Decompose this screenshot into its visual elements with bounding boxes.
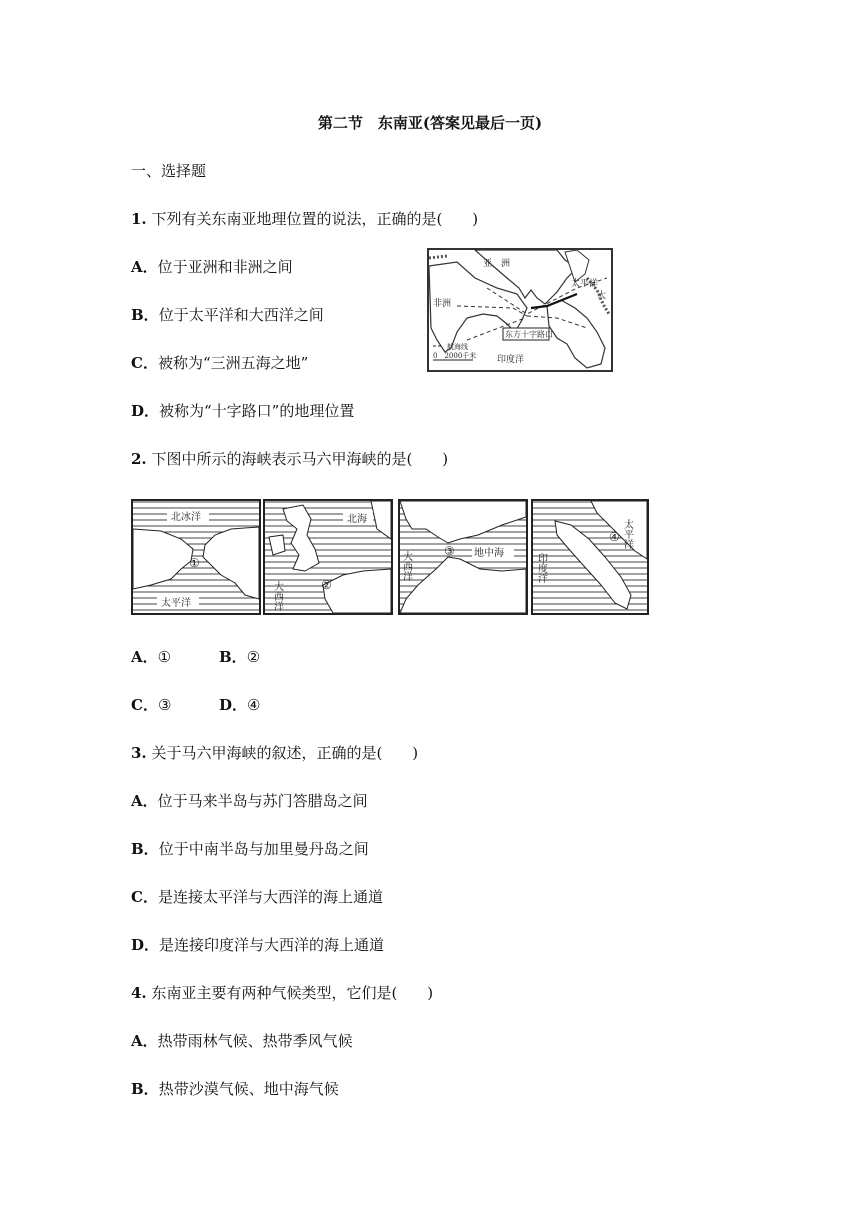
strait3-label-atlantic: 大西洋 [400, 551, 412, 581]
option-key: B． [219, 648, 247, 666]
q2-option-d[interactable] [219, 695, 260, 715]
q1-option-c[interactable] [131, 353, 308, 373]
strait-map-2 [263, 499, 393, 615]
option-text: 位于马来半岛与苏门答腊岛之间 [157, 792, 368, 810]
q4-option-b[interactable] [131, 1079, 339, 1099]
question-1-stem [131, 209, 478, 229]
option-key: A． [131, 648, 158, 666]
map-label-crossroads: 东方十字路口 [505, 330, 553, 339]
option-text: 位于亚洲和非洲之间 [157, 258, 293, 276]
map-label-africa: 非洲 [433, 299, 452, 309]
option-key: B． [131, 1080, 159, 1098]
strait2-label-north-sea: 北海 [347, 514, 367, 525]
strait1-label-arctic: 北冰洋 [171, 512, 201, 523]
question-2-stem [131, 449, 448, 469]
question-text: 关于马六甲海峡的叙述，正确的是( ) [151, 744, 419, 762]
q1-option-a[interactable] [131, 257, 293, 277]
option-key: A． [131, 258, 158, 276]
strait4-label-pacific: 太平洋 [621, 519, 633, 549]
map-legend-route: 航海线 [447, 343, 468, 351]
q3-option-b[interactable] [131, 839, 369, 859]
option-text: ④ [247, 696, 261, 714]
strait4-marker: ④ [609, 530, 620, 544]
question-number: 3. [131, 744, 147, 762]
option-key: D． [131, 936, 160, 954]
option-text: 被称为“十字路口”的地理位置 [159, 402, 355, 420]
map-label-pacific: 太平洋 [571, 279, 599, 289]
option-text: ① [157, 648, 172, 666]
q2-option-b[interactable] [219, 647, 260, 667]
option-text: 是连接印度洋与大西洋的海上通道 [159, 936, 385, 954]
question-text: 东南亚主要有两种气候类型，它们是( ) [151, 984, 434, 1002]
strait1-marker: ① [189, 556, 200, 570]
option-text: 位于太平洋和大西洋之间 [158, 306, 324, 324]
question-4-stem [131, 983, 433, 1003]
option-key: C． [131, 696, 158, 714]
option-text: 热带沙漠气候、地中海气候 [158, 1080, 339, 1098]
map-scale: 0 2000千米 [433, 352, 477, 360]
question-3-stem [131, 743, 418, 763]
strait-map-1 [131, 499, 261, 615]
strait-map-3 [398, 499, 528, 615]
strait-map-4 [531, 499, 649, 615]
q1-option-b[interactable] [131, 305, 324, 325]
option-text: 被称为“三洲五海之地” [157, 354, 309, 372]
strait1-label-pacific: 太平洋 [161, 598, 191, 609]
option-key: C． [131, 888, 158, 906]
q1-option-d[interactable] [131, 401, 354, 421]
q4-option-a[interactable] [131, 1031, 353, 1051]
q2-option-a[interactable] [131, 647, 171, 667]
question-number: 2. [131, 450, 147, 468]
map-label-asia: 亚 洲 [483, 259, 511, 269]
strait4-label-indian: 印度洋 [535, 553, 547, 583]
option-key: D． [131, 402, 160, 420]
option-key: C． [131, 354, 158, 372]
question-number: 4. [131, 984, 147, 1002]
option-text: ② [246, 648, 261, 666]
q3-option-d[interactable] [131, 935, 384, 955]
q3-option-a[interactable] [131, 791, 368, 811]
section-heading: 一、选择题 [131, 162, 207, 180]
option-key: A． [131, 792, 158, 810]
map-label-indian-ocean: 印度洋 [497, 355, 525, 365]
question-number: 1. [131, 210, 147, 228]
map-label-da: 大 [597, 291, 607, 301]
southeast-asia-crossroads-map [427, 248, 613, 372]
option-key: B． [131, 306, 159, 324]
q2-option-c[interactable] [131, 695, 171, 715]
option-key: A． [131, 1032, 158, 1050]
option-key: B． [131, 840, 159, 858]
option-text: ③ [157, 696, 172, 714]
q3-option-c[interactable] [131, 887, 383, 907]
strait3-marker: ③ [444, 544, 455, 558]
question-text: 下图中所示的海峡表示马六甲海峡的是( ) [151, 450, 449, 468]
page-title: 第二节 东南亚(答案见最后一页) [317, 114, 543, 132]
strait2-label-atlantic: 大西洋 [271, 581, 283, 611]
option-text: 是连接太平洋与大西洋的海上通道 [157, 888, 383, 906]
strait3-label-mediterranean: 地中海 [474, 548, 504, 559]
option-key: D． [219, 696, 248, 714]
option-text: 热带雨林气候、热带季风气候 [157, 1032, 353, 1050]
question-text: 下列有关东南亚地理位置的说法，正确的是( ) [151, 210, 479, 228]
option-text: 位于中南半岛与加里曼丹岛之间 [158, 840, 369, 858]
strait2-marker: ② [321, 578, 332, 592]
